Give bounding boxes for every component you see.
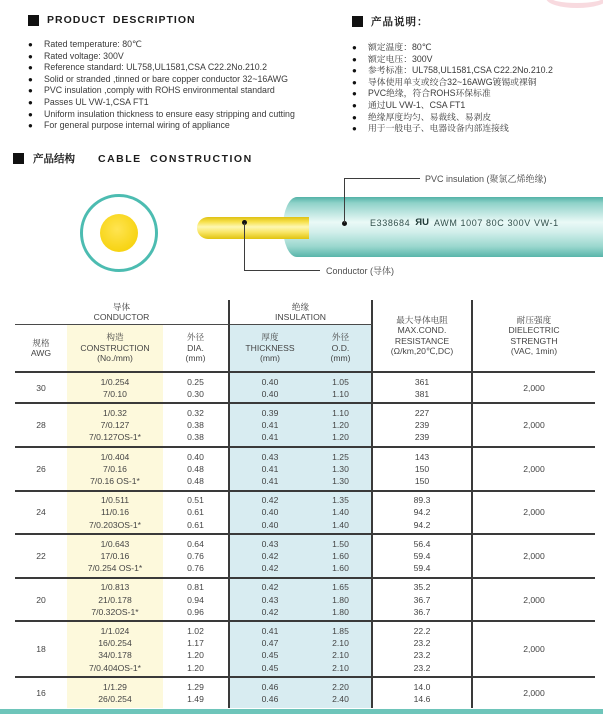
cell-construction bbox=[67, 492, 163, 534]
cell-value: 14.6 bbox=[413, 693, 431, 704]
description-item-cn: ● 额定电压：300V bbox=[352, 54, 597, 66]
product-notes-cn-list bbox=[352, 42, 597, 135]
cell-value: 17/0.16 bbox=[100, 550, 130, 561]
cell-value: 14.0 bbox=[413, 681, 431, 692]
cell-awg: 20 bbox=[36, 594, 46, 605]
cell-value: 227 bbox=[414, 407, 430, 418]
cell-value: 0.43 bbox=[261, 451, 279, 462]
cell-value: 0.41 bbox=[261, 475, 279, 486]
cell-value: 0.41 bbox=[261, 420, 279, 431]
cell-awg: 30 bbox=[36, 382, 46, 393]
cell-construction bbox=[67, 448, 163, 490]
header-resistance: 最大导体电阻 MAX.COND. RESISTANCE (Ω/km,20℃,DC) bbox=[373, 300, 473, 371]
cell-construction bbox=[67, 404, 163, 446]
cell-value: 0.48 bbox=[187, 463, 204, 474]
cell-value: 56.4 bbox=[413, 538, 431, 549]
cell-dielectric: 2,000 bbox=[523, 687, 545, 698]
cell-value: 1/1.024 bbox=[100, 625, 130, 636]
insulation-callout-line bbox=[344, 178, 420, 179]
cell-construction bbox=[67, 678, 163, 707]
cell-construction bbox=[67, 579, 163, 621]
cell-value: 0.25 bbox=[187, 376, 204, 387]
cell-value: 0.96 bbox=[187, 606, 204, 617]
cable-conductor-graphic bbox=[197, 217, 309, 239]
cell-value: 1.60 bbox=[332, 550, 349, 561]
cell-value: 23.2 bbox=[413, 650, 431, 661]
cell-value: 0.64 bbox=[187, 538, 204, 549]
description-item-cn: ● 用于一般电子、电器设备内部连接线 bbox=[352, 123, 597, 135]
cell-construction bbox=[67, 622, 163, 676]
table-row bbox=[15, 492, 595, 536]
cell-value: 1.20 bbox=[187, 662, 204, 673]
cell-value: 0.39 bbox=[261, 407, 279, 418]
cell-value: 0.46 bbox=[261, 693, 279, 704]
cell-value: 1/0.32 bbox=[103, 407, 127, 418]
cable-construction-title-en: CABLE CONSTRUCTION bbox=[98, 152, 253, 165]
cell-value: 150 bbox=[414, 463, 430, 474]
product-notes-cn-title bbox=[352, 14, 597, 29]
description-item-cn: ● 导体使用单支或绞合32~16AWG镀锡或裸铜 bbox=[352, 77, 597, 89]
description-item-cn: ● 额定温度：80℃ bbox=[352, 42, 597, 54]
cell-value: 2.20 bbox=[332, 681, 349, 692]
table-row bbox=[15, 535, 595, 579]
cell-value: 0.51 bbox=[187, 495, 204, 506]
cell-awg: 26 bbox=[36, 463, 46, 474]
cell-resistance bbox=[373, 579, 473, 621]
cell-od bbox=[310, 535, 373, 577]
cell-construction bbox=[67, 535, 163, 577]
product-description-title bbox=[28, 14, 343, 26]
conductor-callout-line bbox=[244, 223, 245, 270]
bullet-icon bbox=[28, 39, 33, 51]
bullet-icon bbox=[28, 97, 33, 109]
cell-resistance bbox=[373, 448, 473, 490]
cell-value: 7/0.127 bbox=[100, 420, 130, 431]
bullet-icon bbox=[352, 42, 357, 54]
cell-value: 0.45 bbox=[261, 650, 279, 661]
cell-dia bbox=[163, 535, 230, 577]
description-item: ● For general purpose internal wiring of appliance bbox=[28, 120, 343, 132]
cell-resistance bbox=[373, 622, 473, 676]
product-notes-cn-title-text: 产品说明： bbox=[371, 16, 429, 28]
cell-value: 59.4 bbox=[413, 550, 431, 561]
cell-dia bbox=[163, 622, 230, 676]
cell-value: 21/0.178 bbox=[98, 594, 132, 605]
bullet-icon bbox=[28, 51, 33, 63]
product-description-list bbox=[28, 39, 343, 132]
cell-value: 0.41 bbox=[261, 463, 279, 474]
cell-thickness bbox=[230, 492, 310, 534]
cell-value: 0.43 bbox=[261, 594, 279, 605]
cell-dielectric: 2,000 bbox=[523, 382, 545, 393]
cell-value: 1.60 bbox=[332, 563, 349, 574]
cell-awg: 28 bbox=[36, 420, 46, 431]
cell-value: 0.48 bbox=[187, 475, 204, 486]
cell-value: 35.2 bbox=[413, 582, 431, 593]
cell-value: 59.4 bbox=[413, 563, 431, 574]
cell-value: 239 bbox=[414, 432, 430, 443]
cell-value: 1.20 bbox=[332, 420, 349, 431]
cell-value: 0.46 bbox=[261, 681, 279, 692]
description-item-cn: ● 绝缘厚度均匀、易裁线、易剥皮 bbox=[352, 112, 597, 124]
cell-od bbox=[310, 404, 373, 446]
bullet-icon bbox=[28, 74, 33, 86]
cell-resistance bbox=[373, 373, 473, 402]
conductor-core-icon bbox=[100, 214, 138, 252]
cell-value: 1.29 bbox=[187, 681, 204, 692]
cell-value: 36.7 bbox=[413, 594, 431, 605]
cell-value: 0.43 bbox=[261, 538, 279, 549]
cable-construction-title-cn: 产品结构 bbox=[33, 153, 75, 165]
cable-print-text: AWM 1007 80C 300V VW-1 bbox=[433, 217, 559, 228]
cell-value: 7/0.254 OS-1* bbox=[87, 563, 143, 574]
cell-value: 11/0.16 bbox=[100, 507, 130, 518]
cell-dia bbox=[163, 373, 230, 402]
cell-value: 1.05 bbox=[332, 376, 349, 387]
cell-value: 2.10 bbox=[332, 638, 349, 649]
header-group-insulation: 绝缘 INSULATION bbox=[230, 300, 373, 325]
footer-accent-bar bbox=[0, 709, 603, 714]
cell-dielectric: 2,000 bbox=[523, 644, 545, 655]
cell-value: 1.02 bbox=[187, 625, 204, 636]
conductor-label: Conductor (导体) bbox=[326, 266, 395, 276]
cell-value: 1.20 bbox=[332, 432, 349, 443]
cell-od bbox=[310, 678, 373, 707]
cell-value: 0.94 bbox=[187, 594, 204, 605]
cell-value: 0.42 bbox=[261, 563, 279, 574]
cell-value: 0.42 bbox=[261, 582, 279, 593]
cable-print-legend bbox=[370, 217, 559, 228]
cell-value: 0.40 bbox=[261, 376, 279, 387]
cell-value: 0.40 bbox=[187, 451, 204, 462]
bullet-icon bbox=[352, 123, 357, 135]
cell-value: 0.42 bbox=[261, 606, 279, 617]
spec-table-header bbox=[15, 300, 595, 373]
cell-thickness bbox=[230, 622, 310, 676]
cell-value: 0.42 bbox=[261, 550, 279, 561]
cell-value: 0.42 bbox=[261, 495, 279, 506]
table-row bbox=[15, 404, 595, 448]
header-dielectric: 耐压强度 DIELECTRIC STRENGTH (VAC, 1min) bbox=[508, 314, 560, 356]
cell-value: 23.2 bbox=[413, 638, 431, 649]
cell-value: 0.32 bbox=[187, 407, 204, 418]
cell-value: 1/0.511 bbox=[100, 495, 130, 506]
product-description-title-text: PRODUCT DESCRIPTION bbox=[47, 14, 196, 26]
description-item: ● Uniform insulation thickness to ensure easy stripping and cutting bbox=[28, 109, 343, 121]
cell-value: 0.61 bbox=[187, 519, 204, 530]
cell-value: 0.41 bbox=[261, 432, 279, 443]
header-dia: 外径 DIA. (mm) bbox=[163, 325, 230, 371]
cell-value: 23.2 bbox=[413, 662, 431, 673]
cell-value: 0.76 bbox=[187, 563, 204, 574]
cell-value: 7/0.16 bbox=[103, 463, 127, 474]
cell-value: 1.20 bbox=[187, 650, 204, 661]
cell-value: 1.50 bbox=[332, 538, 349, 549]
ul-file-number: E338684 bbox=[370, 217, 411, 228]
cell-dielectric: 2,000 bbox=[523, 594, 545, 605]
cell-value: 7/0.10 bbox=[103, 388, 127, 399]
cell-value: 7/0.127OS-1* bbox=[88, 432, 142, 443]
cell-value: 1.17 bbox=[187, 638, 204, 649]
cell-value: 1.25 bbox=[332, 451, 349, 462]
ul-mark-icon: ЯU bbox=[415, 217, 429, 228]
cell-od bbox=[310, 373, 373, 402]
table-row bbox=[15, 678, 595, 707]
cell-value: 7/0.404OS-1* bbox=[88, 662, 142, 673]
cell-value: 16/0.254 bbox=[98, 638, 132, 649]
cell-value: 1.35 bbox=[332, 495, 349, 506]
header-group-conductor: 导体 CONDUCTOR bbox=[15, 300, 230, 325]
cell-value: 143 bbox=[414, 451, 430, 462]
section-marker-icon bbox=[13, 153, 24, 164]
cell-value: 1.65 bbox=[332, 582, 349, 593]
cell-value: 0.40 bbox=[261, 519, 279, 530]
cell-value: 381 bbox=[414, 388, 430, 399]
table-row bbox=[15, 579, 595, 623]
cell-value: 2.10 bbox=[332, 662, 349, 673]
cell-value: 1.30 bbox=[332, 475, 349, 486]
cell-value: 1.80 bbox=[332, 594, 349, 605]
cell-od bbox=[310, 622, 373, 676]
insulation-label: PVC insulation (聚氯乙烯绝缘) bbox=[425, 174, 547, 184]
cell-value: 0.81 bbox=[187, 582, 204, 593]
product-notes-cn-section bbox=[352, 14, 597, 135]
cell-value: 34/0.178 bbox=[98, 650, 132, 661]
cell-value: 94.2 bbox=[413, 519, 431, 530]
cell-thickness bbox=[230, 448, 310, 490]
cell-awg: 18 bbox=[36, 644, 46, 655]
cell-value: 361 bbox=[414, 376, 430, 387]
cell-dielectric: 2,000 bbox=[523, 507, 545, 518]
description-item: ● PVC insulation ,comply with ROHS environmental standard bbox=[28, 85, 343, 97]
table-row bbox=[15, 622, 595, 678]
description-item: ● Solid or stranded ,tinned or bare copper conductor 32~16AWG bbox=[28, 74, 343, 86]
cell-resistance bbox=[373, 404, 473, 446]
header-thickness: 厚度 THICKNESS (mm) bbox=[230, 325, 310, 371]
cell-thickness bbox=[230, 535, 310, 577]
cell-value: 2.10 bbox=[332, 650, 349, 661]
cell-value: 0.38 bbox=[187, 432, 204, 443]
cell-value: 1/0.813 bbox=[100, 582, 130, 593]
table-row bbox=[15, 373, 595, 404]
cell-dia bbox=[163, 579, 230, 621]
cell-dia bbox=[163, 404, 230, 446]
description-item-cn: ● 参考标准：UL758,UL1581,CSA C22.2No.210.2 bbox=[352, 65, 597, 77]
cell-od bbox=[310, 448, 373, 490]
description-item-cn: ● PVC绝缘，符合ROHS环保标准 bbox=[352, 88, 597, 100]
cell-dielectric: 2,000 bbox=[523, 420, 545, 431]
cell-value: 2.40 bbox=[332, 693, 349, 704]
insulation-callout-line bbox=[344, 178, 345, 223]
cell-value: 0.40 bbox=[261, 507, 279, 518]
cell-awg: 16 bbox=[36, 687, 46, 698]
cell-value: 1.30 bbox=[332, 463, 349, 474]
cell-od bbox=[310, 579, 373, 621]
cell-value: 0.76 bbox=[187, 550, 204, 561]
cell-value: 7/0.203OS-1* bbox=[88, 519, 142, 530]
cell-value: 22.2 bbox=[413, 625, 431, 636]
cell-resistance bbox=[373, 492, 473, 534]
cell-value: 1.80 bbox=[332, 606, 349, 617]
cell-dia bbox=[163, 448, 230, 490]
conductor-callout-line bbox=[244, 270, 320, 271]
cell-value: 0.40 bbox=[261, 388, 279, 399]
cell-awg: 24 bbox=[36, 507, 46, 518]
section-marker-icon bbox=[28, 15, 39, 26]
cell-value: 1.49 bbox=[187, 693, 204, 704]
cell-dielectric: 2,000 bbox=[523, 463, 545, 474]
cell-value: 0.30 bbox=[187, 388, 204, 399]
bullet-icon bbox=[28, 62, 33, 74]
bullet-icon bbox=[28, 109, 33, 121]
description-item: ● Passes UL VW-1,CSA FT1 bbox=[28, 97, 343, 109]
bullet-icon bbox=[352, 54, 357, 66]
bullet-icon bbox=[352, 88, 357, 100]
cell-value: 26/0.254 bbox=[98, 693, 132, 704]
header-construction: 构造 CONSTRUCTION (No./mm) bbox=[67, 325, 163, 371]
cell-value: 0.47 bbox=[261, 638, 279, 649]
spec-table-body bbox=[15, 373, 595, 708]
cell-value: 7/0.16 OS-1* bbox=[90, 475, 140, 486]
description-item: ● Reference standard: UL758,UL1581,CSA C22.2No.210.2 bbox=[28, 62, 343, 74]
cell-value: 1.40 bbox=[332, 507, 349, 518]
description-item: ● Rated voltage: 300V bbox=[28, 51, 343, 63]
cell-value: 0.38 bbox=[187, 420, 204, 431]
table-row bbox=[15, 448, 595, 492]
cell-value: 1/1.29 bbox=[103, 681, 127, 692]
bullet-icon bbox=[352, 100, 357, 112]
spec-table bbox=[15, 300, 595, 708]
product-description-section bbox=[28, 14, 343, 132]
cell-value: 0.45 bbox=[261, 662, 279, 673]
description-item: ● Rated temperature: 80℃ bbox=[28, 39, 343, 51]
cell-od bbox=[310, 492, 373, 534]
header-od: 外径 O.D. (mm) bbox=[310, 325, 373, 371]
bullet-icon bbox=[352, 65, 357, 77]
cell-dia bbox=[163, 678, 230, 707]
cell-thickness bbox=[230, 373, 310, 402]
section-marker-icon bbox=[352, 16, 363, 27]
header-awg: 规格 AWG bbox=[30, 337, 52, 358]
cell-value: 0.41 bbox=[261, 625, 279, 636]
bullet-icon bbox=[352, 112, 357, 124]
cable-construction-title bbox=[13, 151, 253, 166]
cell-thickness bbox=[230, 579, 310, 621]
partial-logo bbox=[546, 0, 603, 8]
cell-value: 1/0.254 bbox=[100, 376, 130, 387]
bullet-icon bbox=[28, 85, 33, 97]
cell-value: 89.3 bbox=[413, 495, 431, 506]
cell-value: 1/0.643 bbox=[100, 538, 130, 549]
cell-dielectric: 2,000 bbox=[523, 551, 545, 562]
cell-construction bbox=[67, 373, 163, 402]
cell-dia bbox=[163, 492, 230, 534]
cell-value: 0.61 bbox=[187, 507, 204, 518]
cell-value: 94.2 bbox=[413, 507, 431, 518]
description-item-cn: ● 通过UL VW-1、CSA FT1 bbox=[352, 100, 597, 112]
cell-value: 1.85 bbox=[332, 625, 349, 636]
cell-awg: 22 bbox=[36, 551, 46, 562]
cell-value: 1.40 bbox=[332, 519, 349, 530]
cell-resistance bbox=[373, 678, 473, 707]
cell-value: 36.7 bbox=[413, 606, 431, 617]
cell-value: 239 bbox=[414, 420, 430, 431]
cell-thickness bbox=[230, 404, 310, 446]
cell-thickness bbox=[230, 678, 310, 707]
bullet-icon bbox=[28, 120, 33, 132]
cell-resistance bbox=[373, 535, 473, 577]
cell-value: 1.10 bbox=[332, 388, 349, 399]
cell-value: 1.10 bbox=[332, 407, 349, 418]
cell-value: 150 bbox=[414, 475, 430, 486]
bullet-icon bbox=[352, 77, 357, 89]
cell-value: 1/0.404 bbox=[100, 451, 130, 462]
cable-cross-section bbox=[80, 194, 158, 272]
cell-value: 7/0.32OS-1* bbox=[91, 606, 139, 617]
